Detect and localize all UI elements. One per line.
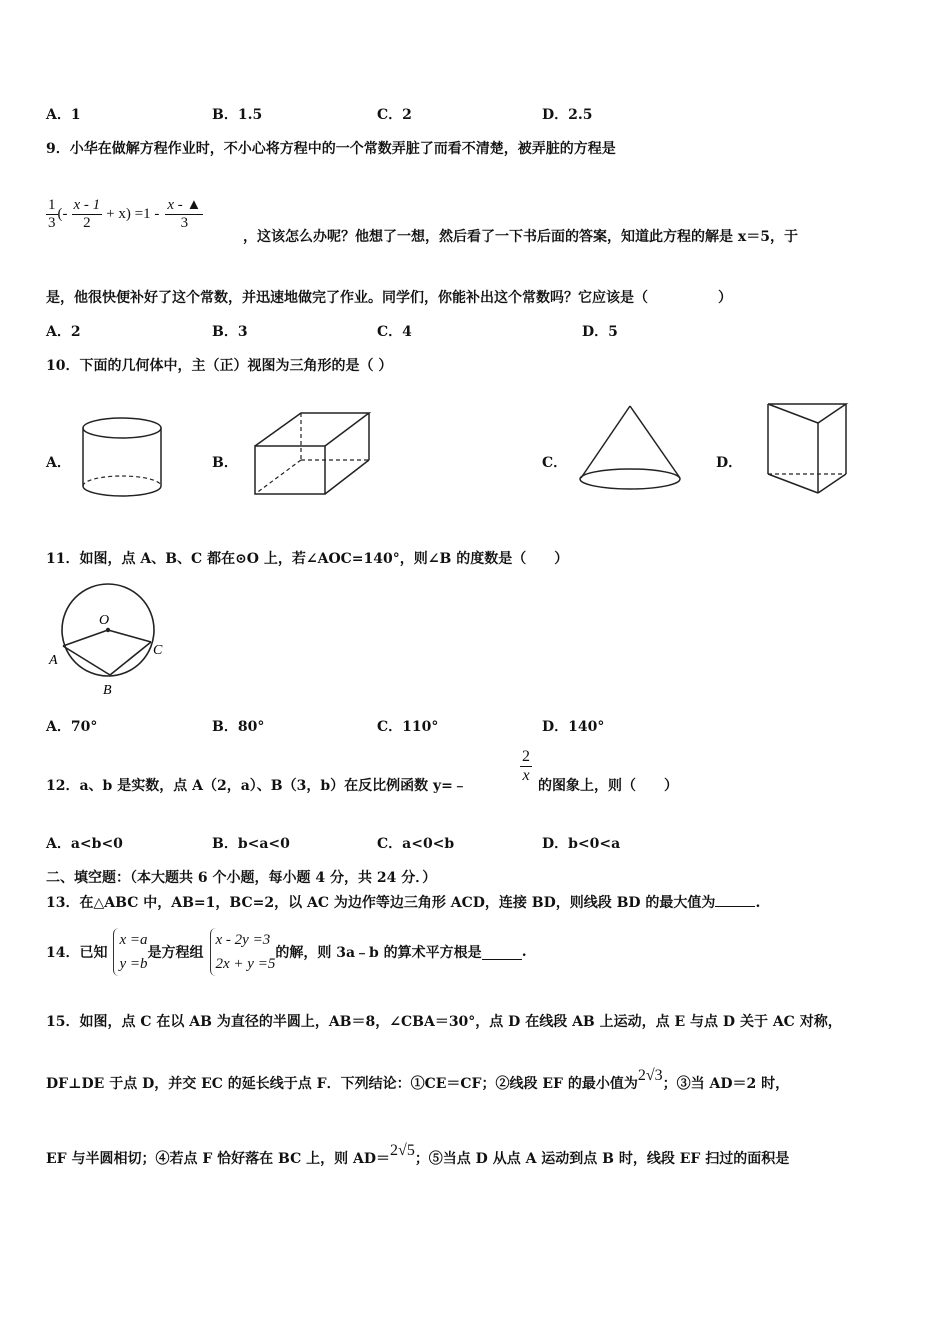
q12-frac-num: 2: [522, 748, 530, 765]
q10-cylinder-figure: [78, 414, 168, 500]
q9-option-d: D．5: [582, 324, 618, 340]
q14-sys1-line1: x =a: [119, 932, 148, 948]
q8-option-c: C．2: [377, 107, 412, 123]
q9-stem-line2: ，这该怎么办呢？他想了一想，然后看了一下书后面的答案，知道此方程的解是 x＝5，于: [243, 229, 798, 245]
q15-line2-pre: DF⊥DE 于点 D，并交 EC 的延长线于点 F．下列结论：①CE＝CF；②线段 EF 的最小值为: [46, 1076, 638, 1092]
q10-cone-figure: [576, 402, 686, 492]
q9-frac1: [46, 197, 58, 232]
q10-label-a: A．: [46, 455, 71, 471]
q12-fraction: [520, 748, 532, 785]
q10-label-c: C．: [542, 455, 568, 471]
q12-frac-den: x: [520, 766, 532, 785]
q12-option-c: C．a<0<b: [377, 836, 455, 852]
q9-frac3: [165, 197, 203, 232]
q14-pre: 14．已知: [46, 945, 108, 961]
q10-prism-figure: [762, 398, 854, 498]
q9-frac3-den: 3: [165, 214, 203, 232]
q11-label-c: C: [153, 643, 163, 658]
q9-option-b: B．3: [212, 324, 248, 340]
q10-stem: 10．下面的几何体中，主（正）视图为三角形的是（ ）: [46, 358, 393, 374]
q9-frac1-num: 1: [48, 197, 56, 213]
q15-root1: 2√3: [637, 1067, 663, 1084]
q15-line3-post: ；⑤当点 D 从点 A 运动到点 B 时，线段 EF 扫过的面积是: [414, 1151, 790, 1167]
q9-stem-line1: 9．小华在做解方程作业时，不小心将方程中的一个常数弄脏了而看不清楚，被弄脏的方程是: [46, 141, 616, 157]
q11-label-o: O: [99, 613, 110, 628]
q11-option-d: D．140°: [542, 719, 605, 735]
q13-end: .: [755, 895, 761, 911]
q9-eq-open: (-: [57, 206, 68, 222]
q11-option-a: A．70°: [46, 719, 98, 735]
q9-frac3-num: x - ▲: [167, 197, 202, 213]
q15-line1: 15．如图，点 C 在以 AB 为直径的半圆上，AB＝8，∠CBA＝30°，点 D 在线段 AB 上运动，点 E 与点 D 关于 AC 对称，: [46, 1014, 842, 1030]
q14-sys2-line2: 2x + y =5: [215, 956, 276, 972]
q14-stem: [46, 924, 527, 980]
q11-option-b: B．80°: [212, 719, 265, 735]
q8-option-b: B．1.5: [212, 107, 263, 123]
q10-cuboid-figure: [250, 408, 376, 500]
q11-option-c: C．110°: [377, 719, 439, 735]
q9-equation: [46, 197, 203, 232]
q13-stem: [46, 892, 760, 912]
q9-frac1-den: 3: [48, 215, 56, 231]
q14-system2: [210, 928, 276, 976]
q12-option-a: A．a<b<0: [46, 836, 123, 852]
q10-label-d: D．: [716, 455, 743, 471]
q9-eq-mid: + x) =1 -: [106, 206, 160, 222]
q11-circle-figure: [46, 582, 176, 700]
q13-answer-blank: [715, 892, 755, 907]
q11-label-a: A: [49, 653, 58, 668]
q9-frac2-den: 2: [72, 214, 103, 232]
q9-option-c: C．4: [377, 324, 412, 340]
q9-option-a: A．2: [46, 324, 81, 340]
q12-stem-post: 的图象上，则（ ）: [538, 778, 678, 794]
q14-post: 的解，则 3a﹣b 的算术平方根是: [275, 945, 482, 961]
q10-label-b: B．: [212, 455, 238, 471]
q14-sys2-line1: x - 2y =3: [215, 932, 271, 948]
q9-frac2: [72, 197, 103, 232]
q15-line2-post: ；③当 AD＝2 时，: [662, 1076, 790, 1092]
q14-end: .: [521, 944, 527, 960]
q12-option-b: B．b<a<0: [212, 836, 290, 852]
q14-answer-blank: [482, 945, 522, 960]
q15-root2: 2√5: [390, 1142, 415, 1159]
section-2-heading: 二、填空题：（本大题共 6 个小题，每小题 4 分，共 24 分．）: [46, 870, 437, 886]
q8-option-d: D．2.5: [542, 107, 593, 123]
q8-option-a: A．1: [46, 107, 81, 123]
q14-sys1-line2: y =b: [119, 956, 148, 972]
q14-mid: 是方程组: [147, 945, 204, 961]
q14-system1: [113, 928, 147, 976]
q11-stem: 11．如图，点 A、B、C 都在⊙O 上，若∠AOC=140°，则∠B 的度数是（ ）: [46, 551, 569, 567]
q9-stem-line3: 是，他很快便补好了这个常数，并迅速地做完了作业。同学们，你能补出这个常数吗？它应该是（ ）: [46, 290, 732, 306]
q15-line3-pre: EF 与半圆相切；④若点 F 恰好落在 BC 上，则 AD＝: [46, 1151, 391, 1167]
q13-text: 13．在△ABC 中，AB=1，BC=2，以 AC 为边作等边三角形 ACD，连接 BD，则线段 BD 的最大值为: [46, 895, 716, 911]
q11-label-b: B: [103, 683, 112, 698]
q12-stem-pre: 12．a、b 是实数，点 A（2，a）、B（3，b）在反比例函数 y=﹣: [46, 778, 467, 794]
q12-option-d: D．b<0<a: [542, 836, 621, 852]
q15-line2: [46, 1067, 790, 1093]
q15-line3: [46, 1142, 790, 1168]
q9-frac2-num: x - 1: [73, 197, 101, 213]
